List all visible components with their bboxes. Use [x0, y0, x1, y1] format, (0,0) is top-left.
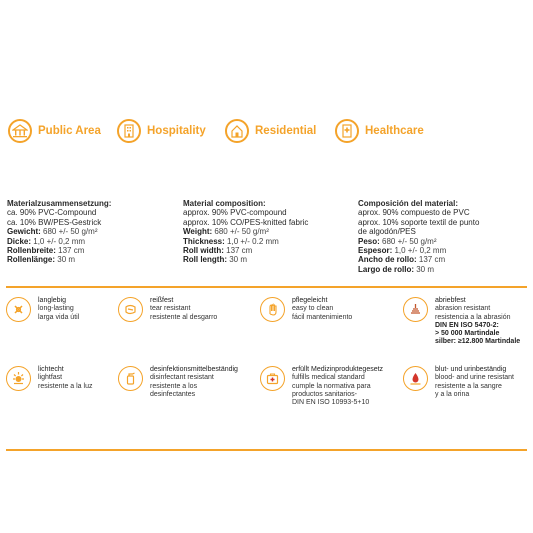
feature-line: blood- and urine resistant — [435, 374, 514, 382]
spec-value: 137 cm — [223, 246, 253, 256]
feature-line: productos sanitarios- — [292, 390, 357, 398]
feature-line: langlebig — [38, 297, 67, 304]
spec-value: 30 m — [227, 255, 248, 265]
spec-key: Largo de rollo: — [358, 264, 414, 274]
medical-kit-icon — [260, 366, 285, 391]
composition-heading: Materialzusammensetzung: — [7, 199, 112, 208]
feature-line: blut- und urinbeständig — [435, 366, 507, 373]
spec-value: 680 +/- 50 g/m² — [212, 227, 269, 237]
spec-row — [7, 237, 177, 246]
composition-line: approx. 90% PVC-compound — [183, 208, 287, 218]
category-residential — [225, 119, 316, 143]
durable-icon — [6, 297, 31, 322]
divider — [6, 449, 527, 451]
composition-line: ca. 90% PVC-Compound — [7, 208, 97, 218]
composition-en — [183, 199, 353, 265]
spec-row — [7, 255, 177, 264]
spec-row — [7, 246, 177, 255]
spec-value: 30 m — [55, 255, 76, 265]
spec-row — [358, 265, 528, 274]
divider — [6, 286, 527, 288]
feature-line: tear resistant — [150, 305, 191, 313]
feature-text — [150, 366, 238, 399]
feature-line: y a la orina — [435, 390, 470, 398]
feature-line: resistente a la luz — [38, 382, 93, 390]
feature-line: resistente al desgarro — [150, 313, 218, 321]
spec-value: 1,0 +/- 0.2 mm — [224, 236, 279, 246]
spec-row — [358, 246, 528, 255]
feature-line-bold: silber: ≥12.800 Martindale — [435, 338, 521, 346]
spec-row — [183, 237, 353, 246]
feature-text — [38, 297, 79, 322]
category-healthcare — [335, 119, 424, 143]
easy-clean-icon — [260, 297, 285, 322]
spec-key: Thickness: — [183, 236, 225, 246]
feature-text — [38, 366, 92, 391]
feature-line: desinfectantes — [150, 390, 196, 398]
category-label: Residential — [255, 125, 317, 137]
composition-de — [7, 199, 177, 265]
spec-value: 30 m — [414, 264, 435, 274]
spec-value: 680 +/- 50 g/m² — [40, 227, 98, 237]
feature-line: disinfectant resistant — [150, 374, 214, 382]
spec-row — [358, 255, 528, 264]
composition-line: approx. 10% CO/PES-knitted fabric — [183, 217, 309, 227]
category-label: Public Area — [38, 125, 101, 137]
feature-text — [292, 297, 352, 322]
feature-line: resistente a la sangre — [435, 382, 502, 390]
composition-line: ca. 10% BW/PES-Gestrick — [7, 217, 102, 227]
composition-line: aprox. 90% compuesto de PVC — [358, 208, 470, 218]
feature-line: cumple la normativa para — [292, 382, 371, 390]
hospitality-icon — [117, 119, 141, 143]
lightfast-icon — [6, 366, 31, 391]
spec-value: 680 +/- 50 g/m² — [379, 236, 437, 246]
spec-key: Rollenlänge: — [7, 255, 56, 265]
feature-tear-resistant — [118, 297, 217, 322]
spec-key: Peso: — [358, 236, 380, 246]
feature-line: larga vida útil — [38, 313, 80, 321]
spec-key: Roll length: — [183, 255, 227, 265]
spec-row — [358, 237, 528, 246]
feature-line: desinfektionsmittelbeständig — [150, 366, 238, 373]
feature-line: lichtecht — [38, 366, 64, 373]
spec-row — [183, 255, 353, 264]
feature-text — [435, 297, 520, 347]
feature-line: reißfest — [150, 297, 174, 304]
spec-key: Dicke: — [7, 236, 32, 246]
feature-blood-urine — [403, 366, 514, 399]
feature-line-bold: > 50 000 Martindale — [435, 330, 500, 338]
feature-durable — [6, 297, 79, 322]
spec-value: 1,0 +/- 0,2 mm — [392, 246, 447, 256]
feature-line: easy to clean — [292, 305, 334, 313]
feature-line: fulfills medical standard — [292, 374, 365, 382]
feature-line-bold: DIN EN ISO 5470-2: — [435, 321, 499, 329]
composition-es — [358, 199, 528, 274]
feature-lightfast — [6, 366, 92, 391]
feature-line: long-lasting — [38, 305, 74, 313]
spec-key: Roll width: — [183, 246, 224, 256]
public-area-icon — [8, 119, 32, 143]
feature-text — [292, 366, 383, 407]
feature-line: lightfast — [38, 374, 63, 382]
feature-disinfectant — [118, 366, 238, 399]
blood-urine-icon — [403, 366, 428, 391]
composition-heading: Composición del material: — [358, 199, 459, 208]
feature-line: erfüllt Medizinproduktegesetz — [292, 366, 384, 373]
feature-line: fácil mantenimiento — [292, 313, 353, 321]
feature-text — [150, 297, 217, 322]
feature-abrasion — [403, 297, 520, 347]
spec-key: Weight: — [183, 227, 213, 237]
spec-key: Rollenbreite: — [7, 246, 56, 256]
composition-line: aprox. 10% soporte textil de punto — [358, 217, 480, 227]
feature-line: DIN EN ISO 10993-5+10 — [292, 399, 370, 407]
spec-row — [183, 246, 353, 255]
healthcare-icon — [335, 119, 359, 143]
spec-key: Gewicht: — [7, 227, 41, 237]
feature-text — [435, 366, 514, 399]
spec-key: Ancho de rollo: — [358, 255, 417, 265]
feature-line: abrasion resistant — [435, 305, 491, 313]
feature-medical-standard — [260, 366, 383, 407]
feature-line: resistencia a la abrasión — [435, 313, 511, 321]
category-label: Healthcare — [365, 125, 424, 137]
composition-heading: Material composition: — [183, 199, 266, 208]
feature-line: pflegeleicht — [292, 297, 328, 304]
abrasion-icon — [403, 297, 428, 322]
spec-value: 137 cm — [55, 246, 85, 256]
composition-line: de algodón/PES — [358, 227, 416, 237]
feature-easy-clean — [260, 297, 352, 322]
category-hospitality — [117, 119, 206, 143]
spec-row — [7, 227, 177, 236]
spec-value: 1,0 +/- 0,2 mm — [31, 236, 86, 246]
residential-icon — [225, 119, 249, 143]
disinfectant-icon — [118, 366, 143, 391]
spec-row — [183, 227, 353, 236]
category-label: Hospitality — [147, 125, 206, 137]
spec-key: Espesor: — [358, 246, 393, 256]
tear-resistant-icon — [118, 297, 143, 322]
spec-value: 137 cm — [416, 255, 446, 265]
feature-line: resistente a los — [150, 382, 198, 390]
feature-line: abriebfest — [435, 297, 466, 304]
category-public-area — [8, 119, 101, 143]
